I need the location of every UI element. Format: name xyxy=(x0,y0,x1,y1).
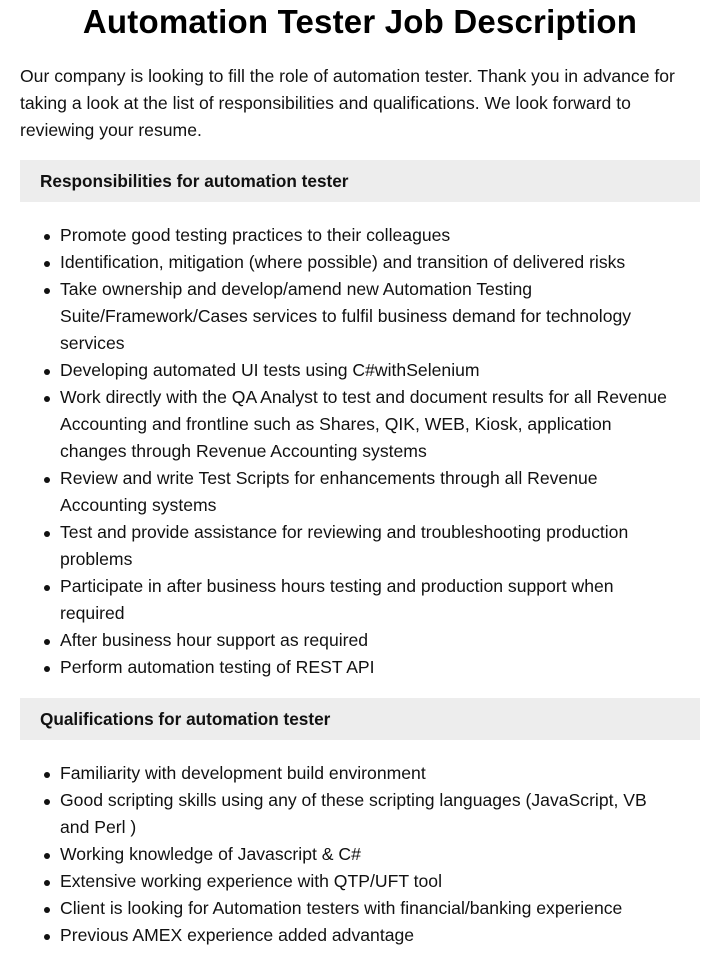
list-item: Extensive working experience with QTP/UFT tool xyxy=(60,868,700,895)
list-item: Test and provide assistance for reviewing and troubleshooting production problems xyxy=(60,519,700,573)
list-item: Work directly with the QA Analyst to test and document results for all Revenue Accounting and frontline such as Shares, QIK, WEB, Kiosk, application changes through Revenue Accounting systems xyxy=(60,384,700,465)
list-item: Client is looking for Automation testers with financial/banking experience xyxy=(60,895,700,922)
qualifications-list xyxy=(20,760,700,949)
list-item: Previous AMEX experience added advantage xyxy=(60,922,700,949)
page-title: Automation Tester Job Description xyxy=(82,3,638,40)
responsibilities-heading: Responsibilities for automation tester xyxy=(20,160,700,202)
list-item: Take ownership and develop/amend new Automation Testing Suite/Framework/Cases services to fulfil business demand for technology services xyxy=(60,276,700,357)
list-item: Working knowledge of Javascript & C# xyxy=(60,841,700,868)
list-item: Perform automation testing of REST API xyxy=(60,654,700,681)
qualifications-heading: Qualifications for automation tester xyxy=(20,698,700,740)
list-item: Review and write Test Scripts for enhancements through all Revenue Accounting systems xyxy=(60,465,700,519)
list-item: Good scripting skills using any of these scripting languages (JavaScript, VB and Perl ) xyxy=(60,787,700,841)
list-item: Promote good testing practices to their colleagues xyxy=(60,222,700,249)
list-item: Participate in after business hours testing and production support when required xyxy=(60,573,700,627)
list-item: Familiarity with development build environment xyxy=(60,760,700,787)
responsibilities-list xyxy=(20,222,700,681)
intro-paragraph: Our company is looking to fill the role of automation tester. Thank you in advance for taking a look at the list of responsibilities and qualifications. We look forward to reviewing your resume. xyxy=(20,66,675,140)
list-item: Developing automated UI tests using C#withSelenium xyxy=(60,357,700,384)
list-item: Identification, mitigation (where possible) and transition of delivered risks xyxy=(60,249,700,276)
list-item: After business hour support as required xyxy=(60,627,700,654)
